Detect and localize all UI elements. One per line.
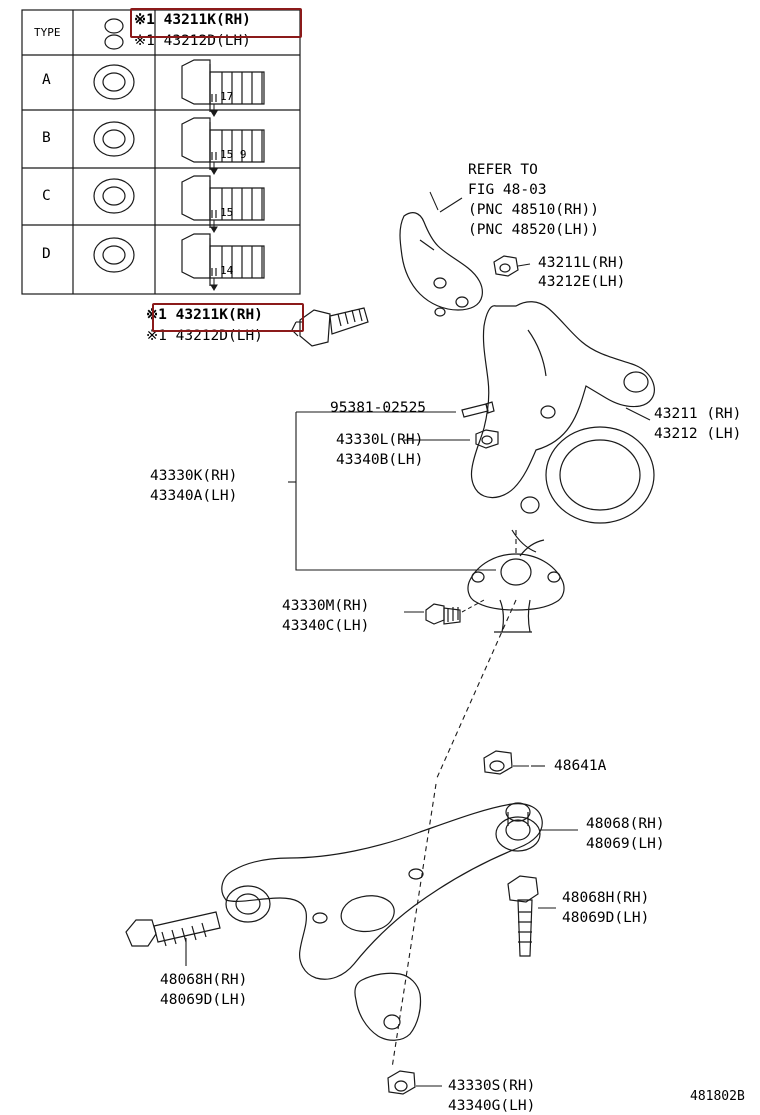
callout-43330m: 43330M(RH) <box>282 598 370 614</box>
callout-48069d-right: 48069D(LH) <box>562 910 650 926</box>
callout-refer-to-line4: (PNC 48520(LH)) <box>468 222 599 238</box>
callout-43340g: 43340G(LH) <box>448 1098 536 1114</box>
callout-48641a: 48641A <box>554 758 607 774</box>
table-part-lh: ※1 43212D(LH) <box>134 33 251 49</box>
callout-48068h-left: 48068H(RH) <box>160 972 248 988</box>
callout-43212d: ※1 43212D(LH) <box>146 328 263 344</box>
ball-joint-43330 <box>468 554 564 632</box>
callout-95381: 95381-02525 <box>330 400 427 416</box>
callout-refer-to-line1: REFER TO <box>468 162 538 178</box>
callout-43211k: ※1 43211K(RH) <box>146 307 263 323</box>
callout-43211: 43211 (RH) <box>654 406 742 422</box>
callout-43340b: 43340B(LH) <box>336 452 424 468</box>
callout-refer-to-line2: FIG 48-03 <box>468 182 547 198</box>
pin-95381 <box>462 402 494 417</box>
lower-control-arm-48068 <box>222 804 542 1041</box>
table-dim-d: 14 <box>220 264 234 277</box>
table-part-rh: ※1 43211K(RH) <box>134 12 251 28</box>
nut-43330l <box>476 430 498 448</box>
nut-43211l <box>494 256 530 276</box>
stud-43330m <box>426 604 460 624</box>
table-dim-b: 15 9 <box>220 148 247 161</box>
callout-43330l: 43330L(RH) <box>336 432 424 448</box>
table-row-type-b: B <box>42 130 51 146</box>
steering-knuckle <box>472 302 655 556</box>
table-top-icons <box>105 19 123 49</box>
callout-43212e: 43212E(LH) <box>538 274 626 290</box>
table-header-type: TYPE <box>34 26 61 39</box>
callout-48068h-right: 48068H(RH) <box>562 890 650 906</box>
callout-43212: 43212 (LH) <box>654 426 742 442</box>
type-table-grid <box>22 10 300 294</box>
callout-48068: 48068(RH) <box>586 816 665 832</box>
assembly-axis <box>392 530 516 1068</box>
table-row-type-a: A <box>42 72 51 88</box>
callout-48069d-left: 48069D(LH) <box>160 992 248 1008</box>
callout-43211l: 43211L(RH) <box>538 255 626 271</box>
callout-43340c: 43340C(LH) <box>282 618 370 634</box>
table-row-type-d: D <box>42 246 51 262</box>
figure-code: 481802B <box>690 1089 745 1104</box>
table-row-type-c: C <box>42 188 51 204</box>
callout-43330s: 43330S(RH) <box>448 1078 536 1094</box>
nut-48641a <box>484 751 529 774</box>
nut-43330s <box>388 1071 432 1094</box>
table-dim-a: 17 <box>220 90 234 103</box>
table-dimension-arrows <box>211 104 217 290</box>
highlight-box-table <box>130 8 302 38</box>
callout-refer-to-line3: (PNC 48510(RH)) <box>468 202 599 218</box>
callout-43330k: 43330K(RH) <box>150 468 238 484</box>
callout-48069: 48069(LH) <box>586 836 665 852</box>
bolt-48068h-right <box>508 876 538 956</box>
table-dim-c: 15 <box>220 206 234 219</box>
callout-43340a: 43340A(LH) <box>150 488 238 504</box>
bolt-48068h-left <box>126 912 220 946</box>
highlight-box-callout <box>152 303 304 332</box>
